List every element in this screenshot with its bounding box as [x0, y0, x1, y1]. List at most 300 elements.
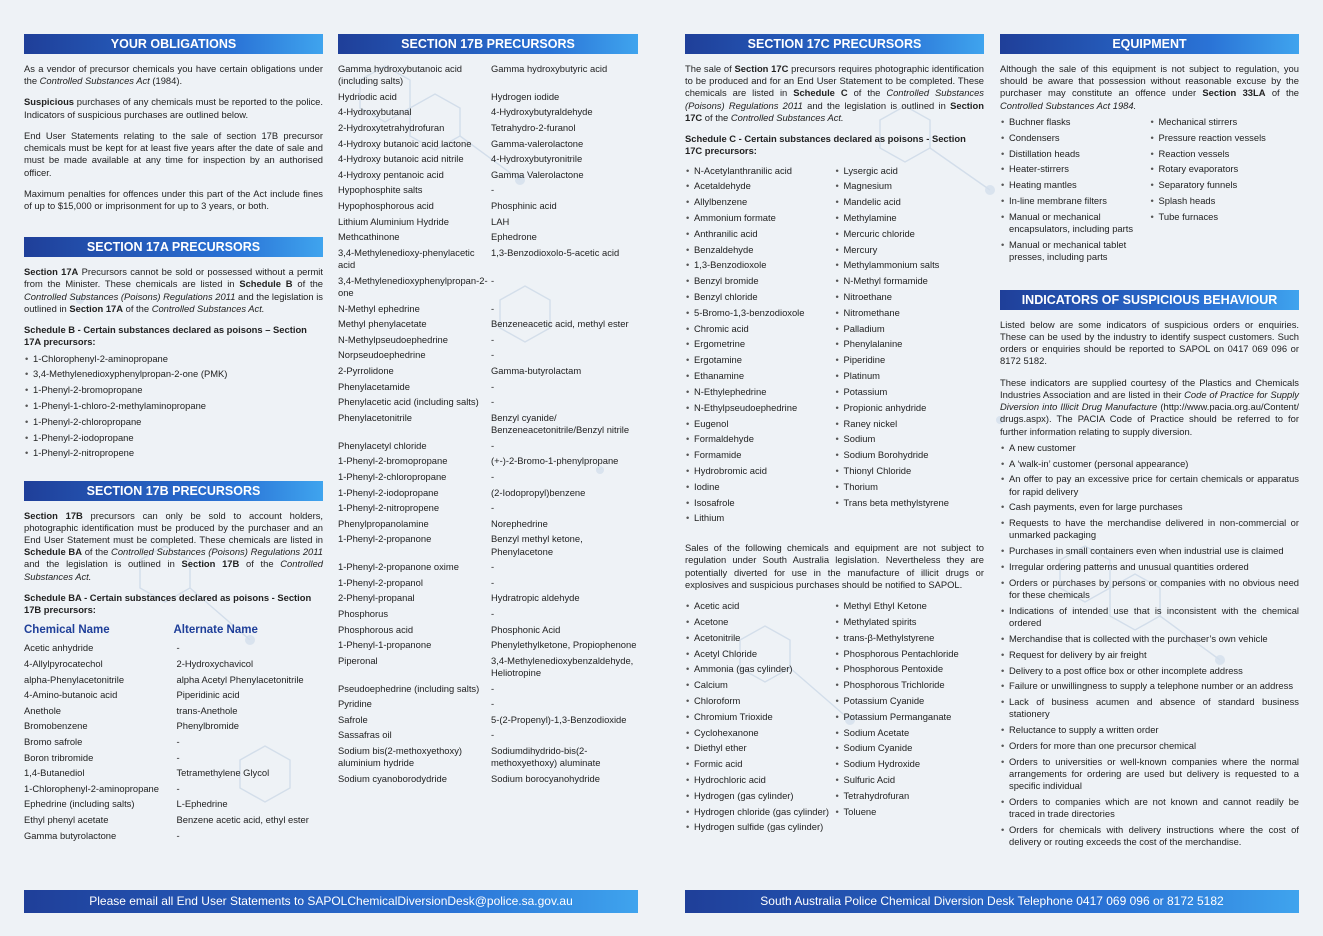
list-item: • 1-Chlorophenyl-2-aminopropane [24, 353, 323, 365]
list-item: • N-Methyl formamide [835, 275, 985, 287]
list-item: • Benzyl bromide [685, 275, 835, 287]
list-item: • Merchandise that is collected with the purchaser’s own vehicle [1000, 633, 1299, 645]
list-item: • Iodine [685, 481, 835, 493]
alternate-name-cell: - [491, 682, 495, 694]
list-item: • Isosafrole [685, 497, 835, 509]
schedule-c-list-a [685, 165, 835, 529]
list-item: • Condensers [1000, 132, 1150, 144]
list-item: • 5-Bromo-1,3-benzodioxole [685, 307, 835, 319]
list-item: • N-Acetylanthranilic acid [685, 165, 835, 177]
table-row [24, 705, 323, 721]
footer-phone-bar: South Australia Police Chemical Diversion Desk Telephone 0417 069 096 or 8172 5182 [685, 890, 1299, 913]
chemical-name-cell: 1-Phenyl-1-propanone [338, 639, 432, 651]
table-row [338, 455, 638, 471]
list-item: • Trans beta methylstyrene [835, 497, 985, 509]
table-row [338, 518, 638, 534]
list-item: • Request for delivery by air freight [1000, 649, 1299, 661]
list-item: • Hydrobromic acid [685, 465, 835, 477]
chemical-name-cell: Methyl phenylacetate [338, 318, 427, 330]
footer-email-bar: Please email all End User Statements to SAPOLChemicalDiversionDesk@police.sa.gov.au [24, 890, 638, 913]
table-row [338, 745, 638, 773]
list-item: • 1-Phenyl-2-iodopropane [24, 432, 323, 444]
chemical-name-cell: Gamma hydroxybutanoic acid (including salts) [338, 63, 463, 87]
list-item: • Formaldehyde [685, 433, 835, 445]
chemical-name-header: Chemical Name [24, 624, 110, 637]
alternate-name-cell: - [491, 502, 495, 514]
alternate-name-cell: Phosphinic acid [491, 200, 557, 212]
list-item: • Hydrogen (gas cylinder) [685, 790, 835, 802]
list-item: • Palladium [835, 323, 985, 335]
chemical-name-cell: Piperonal [338, 654, 378, 666]
list-item: • Platinum [835, 370, 985, 382]
table-row [24, 658, 323, 674]
list-item: • Phosphorous Pentachloride [835, 648, 985, 660]
indicators-paragraph-2: These indicators are supplied courtesy of the Plastics and Chemicals Industries Association and are listed in their Code of Practice for Supply Diversion into Illicit Drug Manufacture (http://www.pacia.org.au/Content/ drugs.aspx). The PACIA Code of Practice should be referred to for further information relating to supply diversion. [1000, 376, 1299, 437]
list-item: • Pressure reaction vessels [1150, 132, 1300, 144]
list-item: • Heating mantles [1000, 179, 1150, 191]
chemical-name-cell: Ethyl phenyl acetate [24, 813, 109, 825]
chemical-name-cell: N-Methylpseudoephedrine [338, 333, 448, 345]
list-item: • 1-Phenyl-2-bromopropane [24, 384, 323, 396]
chemical-name-cell: 4-Hydroxy pentanoic acid [338, 168, 444, 180]
list-item: • Methylammonium salts [835, 259, 985, 271]
list-item: • Rotary evaporators [1150, 163, 1300, 175]
list-item: • Nitroethane [835, 291, 985, 303]
chemical-name-cell: Lithium Aluminium Hydride [338, 215, 449, 227]
table-row [338, 440, 638, 456]
alternate-name-cell: - [491, 349, 495, 361]
list-item: • N-Ethylephedrine [685, 386, 835, 398]
alternate-name-cell: Ephedrone [491, 231, 537, 243]
list-item: • Splash heads [1150, 195, 1300, 207]
chemical-name-cell: Anethole [24, 704, 62, 716]
schedule-ba-table [24, 642, 323, 845]
chemical-name-cell: Phenylacetic acid (including salts) [338, 396, 479, 408]
chemical-name-cell: Sodium bis(2-methoxyethoxy) aluminium hydride [338, 745, 463, 769]
chemical-name-cell: 4-Allylpyrocatechol [24, 657, 103, 669]
table-row [338, 231, 638, 247]
chemical-name-cell: Phosphorus [338, 607, 389, 619]
list-item: • Phosphorous Trichloride [835, 679, 985, 691]
list-item: • Failure or unwillingness to supply a telephone number or an address [1000, 680, 1299, 692]
alternate-name-cell: - [491, 607, 495, 619]
list-item: • Mechanical stirrers [1150, 116, 1300, 128]
alternate-name-cell: 2-Hydroxychavicol [176, 657, 254, 669]
table-row [24, 674, 323, 690]
table-row [338, 577, 638, 593]
table-row [338, 487, 638, 503]
obligations-paragraph-2: Suspicious purchases of any chemicals must be reported to the police. Indicators of suspicious purchases are outlined below. [24, 96, 323, 120]
alternate-name-cell: - [491, 333, 495, 345]
table-row [338, 639, 638, 655]
chemical-name-cell: Sodium cyanoborodydride [338, 772, 447, 784]
chemical-name-cell: Pseudoephedrine (including salts) [338, 682, 480, 694]
alternate-name-cell: Benzyl methyl ketone, Phenylacetone [491, 533, 583, 557]
alternate-name-cell: Hydratropic aldehyde [491, 592, 580, 604]
table-row [338, 714, 638, 730]
list-item: • Formamide [685, 449, 835, 461]
obligations-heading: YOUR OBLIGATIONS [24, 34, 323, 54]
list-item: • Lithium [685, 512, 835, 524]
list-item: • Acetonitrile [685, 632, 835, 644]
table-row [338, 138, 638, 154]
section-17b-intro: Section 17B precursors can only be sold to account holders, photographic identification must be produced by the purchaser and an End User Statement must be completed. These chemicals are listed in Schedule BA of the Controlled Substances (Poisons) Regulations 2011 and the legislation is outlined in Section 17B of the Controlled Substances Act. [24, 509, 323, 582]
chemical-name-cell: 1-Phenyl-2-propanone [338, 533, 432, 545]
chemical-name-cell: Bromo safrole [24, 735, 83, 747]
alternate-name-cell: (+-)-2-Bromo-1-phenylpropane [491, 455, 619, 467]
alternate-name-cell: Gamma Valerolactone [491, 168, 584, 180]
indicators-heading: INDICATORS OF SUSPICIOUS BEHAVIOUR [1000, 290, 1299, 310]
list-item: • Methyl Ethyl Ketone [835, 600, 985, 612]
list-item: • Ergotamine [685, 354, 835, 366]
schedule-b-list [24, 353, 323, 460]
list-item: • trans-β-Methylstyrene [835, 632, 985, 644]
alternate-name-cell: - [491, 380, 495, 392]
alternate-name-cell: 5-(2-Propenyl)-1,3-Benzodioxide [491, 713, 627, 725]
list-item: • Phosphorous Pentoxide [835, 663, 985, 675]
table-row [338, 63, 638, 91]
list-item: • Acetic acid [685, 600, 835, 612]
alternate-name-cell: L-Ephedrine [176, 798, 228, 810]
list-item: • Hydrochloric acid [685, 774, 835, 786]
list-item: • Acetone [685, 616, 835, 628]
table-row [24, 736, 323, 752]
chemical-name-cell: 1-Phenyl-2-nitropropene [338, 502, 440, 514]
list-item: • Sodium [835, 433, 985, 445]
table-row [338, 396, 638, 412]
alternate-name-cell: - [491, 698, 495, 710]
table-row [338, 318, 638, 334]
alternate-name-cell: Gamma-butyrolactam [491, 365, 582, 377]
table-row [24, 830, 323, 846]
chemical-name-cell: Boron tribromide [24, 751, 94, 763]
alternate-name-cell: Sodium borocyanohydride [491, 772, 600, 784]
list-item: • Indications of intended use that is inconsistent with the chemical ordered [1000, 605, 1299, 629]
equipment-section [1000, 34, 1299, 267]
list-item: • Benzyl chloride [685, 291, 835, 303]
alternate-name-cell: Tetrahydro-2-furanol [491, 122, 576, 134]
chemical-name-cell: Phenylacetonitrile [338, 411, 413, 423]
table-row [338, 216, 638, 232]
alternate-name-cell: 4-Hydroxybutyraldehyde [491, 106, 593, 118]
alternate-name-cell: Benzene acetic acid, ethyl ester [176, 813, 309, 825]
chemical-name-cell: Acetic anhydride [24, 642, 94, 654]
table-row [338, 365, 638, 381]
list-item: • Cash payments, even for large purchases [1000, 501, 1299, 513]
chemical-name-cell: Phosphorous acid [338, 623, 414, 635]
schedule-c-list-b [835, 165, 985, 529]
list-item: • Irregular ordering patterns and unusual quantities ordered [1000, 561, 1299, 573]
list-item: • 1-Phenyl-2-chloropropane [24, 416, 323, 428]
unregulated-lists [685, 600, 984, 837]
chemical-name-cell: 2-Pyrrolidone [338, 365, 394, 377]
chemical-name-cell: 1-Phenyl-2-propanol [338, 576, 423, 588]
chemical-name-cell: Hypophosphite salts [338, 184, 423, 196]
list-item: • Phenylalanine [835, 338, 985, 350]
list-item: • Sodium Borohydride [835, 449, 985, 461]
section-17b-continued-heading: SECTION 17B PRECURSORS [338, 34, 638, 54]
schedule-b-heading: Schedule B - Certain substances declared as poisons – Section 17A precursors: [24, 324, 307, 348]
list-item: • Formic acid [685, 758, 835, 770]
alternate-name-cell: - [176, 782, 180, 794]
section-17a [24, 237, 323, 459]
alternate-name-cell: 4-Hydroxybutyronitrile [491, 153, 583, 165]
indicators-section [1000, 290, 1299, 849]
alternate-name-cell: Sodiumdihydrido-bis(2-methoxyethoxy) aluminate [491, 745, 601, 769]
obligations-paragraph-4: Maximum penalties for offences under this part of the Act include fines of up to $15,000 or imprisonment for up to 3 years, or both. [24, 187, 323, 211]
table-row [338, 561, 638, 577]
alternate-name-cell: Piperidinic acid [176, 689, 240, 701]
equipment-list-b [1150, 116, 1300, 267]
table-row [24, 814, 323, 830]
alternate-name-cell: Tetramethylene Glycol [176, 767, 270, 779]
chemical-name-cell: 4-Hydroxy butanoic acid nitrile [338, 153, 464, 165]
chemical-name-cell: 1-Phenyl-2-iodopropane [338, 486, 439, 498]
chemical-name-cell: Hydriodic acid [338, 90, 397, 102]
chemical-name-cell: 3,4-Methylenedioxy-phenylacetic acid [338, 246, 475, 271]
table-row [338, 773, 638, 789]
indicators-list [1000, 442, 1299, 849]
table-row [338, 349, 638, 365]
schedule-ba-table-continued [338, 63, 638, 789]
list-item: • Ammonia (gas cylinder) [685, 663, 835, 675]
chemical-name-cell: 1-Phenyl-2-chloropropane [338, 470, 447, 482]
table-row [338, 381, 638, 397]
list-item: • Chromium Trioxide [685, 711, 835, 723]
obligations-paragraph-1: As a vendor of precursor chemicals you have certain obligations under the Controlled Substances Act (1984). [24, 63, 323, 87]
table-row [338, 275, 638, 303]
list-item: • Mercury [835, 244, 985, 256]
alternate-name-cell: - [491, 576, 495, 588]
list-item: • Buchner flasks [1000, 116, 1150, 128]
table-row [338, 471, 638, 487]
section-17a-intro: Section 17A Precursors cannot be sold or possessed without a permit from the Minister. These chemicals are listed in Schedule B of the Controlled Substances (Poisons) Regulations 2011 and the legislation is outlined in Section 17A of the Controlled Substances Act. [24, 266, 323, 314]
column-3 [685, 34, 984, 837]
alternate-name-cell: - [491, 274, 495, 286]
list-item: • Mercuric chloride [835, 228, 985, 240]
list-item: • Orders for chemicals with delivery instructions where the cost of delivery or routing exceeds the cost of the merchandise. [1000, 824, 1299, 848]
list-item: • Manual or mechanical tablet presses, including parts [1000, 239, 1150, 263]
list-item: • Cyclohexanone [685, 727, 835, 739]
indicators-paragraph-1: Listed below are some indicators of suspicious orders or enquiries. These can be used by the industry to identify suspect customers. Such orders or enquiries should be reported to SAPOL on 0417 069 096 or 8172 5182. [1000, 318, 1299, 367]
alternate-name-cell: 1,3-Benzodioxolo-5-acetic acid [491, 246, 620, 258]
chemical-name-cell: 4-Amino-butanoic acid [24, 689, 118, 701]
column-2 [338, 34, 638, 789]
list-item: • Distillation heads [1000, 148, 1150, 160]
alternate-name-cell: - [491, 470, 495, 482]
list-item: • Potassium Cyanide [835, 695, 985, 707]
list-item: • Orders for more than one precursor chemical [1000, 740, 1299, 752]
list-item: • Ethanamine [685, 370, 835, 382]
chemical-name-cell: Phenylacetamide [338, 380, 410, 392]
list-item: • Ergometrine [685, 338, 835, 350]
table-row [24, 752, 323, 768]
section-17b-heading: SECTION 17B PRECURSORS [24, 481, 323, 501]
section-17c-heading: SECTION 17C PRECURSORS [685, 34, 984, 54]
list-item: • Diethyl ether [685, 742, 835, 754]
unregulated-list-b [835, 600, 985, 837]
chemical-name-cell: 4-Hydroxybutanal [338, 106, 412, 118]
list-item: • Potassium [835, 386, 985, 398]
alternate-name-cell: alpha Acetyl Phenylacetonitrile [176, 673, 304, 685]
list-item: • Sodium Hydroxide [835, 758, 985, 770]
list-item: • In-line membrane filters [1000, 195, 1150, 207]
table-row [24, 689, 323, 705]
alternate-name-cell: Benzyl cyanide/ Benzeneacetonitrile/Benzyl nitrile [491, 411, 630, 436]
list-item: • Chloroform [685, 695, 835, 707]
alternate-name-cell: - [491, 729, 495, 741]
equipment-heading: EQUIPMENT [1000, 34, 1299, 54]
alternate-name-cell: - [491, 439, 495, 451]
list-item: • Thorium [835, 481, 985, 493]
chemical-name-cell: 2-Hydroxytetrahydrofuran [338, 122, 445, 134]
alternate-name-header: Alternate Name [173, 624, 258, 637]
table-row [338, 729, 638, 745]
chemical-name-cell: 1,4-Butanediol [24, 767, 85, 779]
column-4 [1000, 34, 1299, 852]
equipment-intro: Although the sale of this equipment is not subject to regulation, you should be aware that possession without reasonable excuse by the purchaser may constitute an offence under Section 33LA of the Controlled Substances Act 1984. [1000, 63, 1299, 111]
chemical-name-cell: Hypophosphorous acid [338, 200, 434, 212]
alternate-name-cell: - [176, 829, 180, 841]
table-row [24, 642, 323, 658]
alternate-name-cell: Hydrogen iodide [491, 90, 560, 102]
list-item: • Methylated spirits [835, 616, 985, 628]
equipment-lists [1000, 116, 1299, 267]
obligations-section [24, 34, 323, 212]
chemical-name-cell: Gamma butyrolactone [24, 829, 117, 841]
list-item: • Toluene [835, 806, 985, 818]
schedule-c-heading: Schedule C - Certain substances declared as poisons - Section 17C precursors: [685, 133, 966, 157]
list-item: • Manual or mechanical encapsulators, including parts [1000, 211, 1150, 235]
chemical-name-cell: Methcathinone [338, 231, 400, 243]
list-item: • 1-Phenyl-2-nitropropene [24, 447, 323, 459]
list-item: • Calcium [685, 679, 835, 691]
list-item: • Anthranilic acid [685, 228, 835, 240]
list-item: • Potassium Permanganate [835, 711, 985, 723]
list-item: • Mandelic acid [835, 196, 985, 208]
list-item: • Reaction vessels [1150, 148, 1300, 160]
chemical-name-cell: Ephedrine (including salts) [24, 798, 135, 810]
chemical-name-cell: N-Methyl ephedrine [338, 302, 420, 314]
list-item: • Reluctance to supply a written order [1000, 724, 1299, 736]
chemical-name-cell: Pyridine [338, 698, 372, 710]
list-item: • Purchases in small containers even when industrial use is claimed [1000, 545, 1299, 557]
unregulated-list-a [685, 600, 835, 837]
table-row [24, 767, 323, 783]
alternate-name-cell: - [176, 642, 180, 654]
table-row [338, 334, 638, 350]
table-row [24, 783, 323, 799]
alternate-name-cell: Gamma-valerolactone [491, 137, 584, 149]
alternate-name-cell: Gamma hydroxybutyric acid [491, 63, 608, 74]
list-item: • Benzaldehyde [685, 244, 835, 256]
list-item: • Separatory funnels [1150, 179, 1300, 191]
list-item: • Eugenol [685, 418, 835, 430]
equipment-list-a [1000, 116, 1150, 267]
list-item: • Orders to companies which are not known and cannot readily be traced in trade directories [1000, 796, 1299, 820]
section-17a-heading: SECTION 17A PRECURSORS [24, 237, 323, 257]
alternate-name-cell: trans-Anethole [176, 704, 238, 716]
alternate-name-cell: Benzeneacetic acid, methyl ester [491, 318, 629, 330]
list-item: • Hydrogen chloride (gas cylinder) [685, 806, 835, 818]
list-item: • Acetaldehyde [685, 180, 835, 192]
alternate-name-cell: Phenylethylketone, Propiophenone [491, 639, 637, 651]
alternate-name-cell: - [176, 751, 180, 763]
table-row [338, 655, 638, 683]
schedule-ba-heading: Schedule BA - Certain substances declared as poisons - Section 17B precursors: [24, 591, 312, 616]
table-row [338, 592, 638, 608]
unregulated-intro: Sales of the following chemicals and equipment are not subject to regulation under South Australia legislation. Nevertheless they are potentially diverted for use in the manufacture of illicit drugs or explosives and suspicious purchases should be notified to SAPOL. [685, 542, 984, 590]
table-row [338, 247, 638, 275]
table-row [338, 698, 638, 714]
list-item: • N-Ethylpseudoephedrine [685, 402, 835, 414]
table-row [24, 720, 323, 736]
section-17c-intro: The sale of Section 17C precursors requires photographic identification to be produced and for an End User Statement to be completed. These chemicals are listed in Schedule C of the Controlled Substances (Poisons) Regulations 2011 and the legislation is outlined in Section 17C of the Controlled Substances Act. [685, 63, 984, 123]
table-row [338, 153, 638, 169]
chemical-name-cell: 2-Phenyl-propanal [338, 592, 415, 604]
chemical-table-header [24, 623, 323, 638]
list-item: • Requests to have the merchandise delivered in non-commercial or unmarked packaging [1000, 517, 1299, 541]
table-row [338, 412, 638, 440]
list-item: • 3,4-Methylenedioxyphenylpropan-2-one (PMK) [24, 368, 323, 380]
alternate-name-cell: - [491, 302, 495, 314]
list-item: • Raney nickel [835, 418, 985, 430]
alternate-name-cell: 3,4-Methylenedioxybenzaldehyde, Heliotropine [491, 654, 634, 679]
chemical-name-cell: Norpseudoephedrine [338, 349, 426, 361]
list-item: • Chromic acid [685, 323, 835, 335]
alternate-name-cell: - [176, 735, 180, 747]
list-item: • A new customer [1000, 442, 1299, 454]
chemical-name-cell: alpha-Phenylacetonitrile [24, 673, 125, 685]
chemical-name-cell: Phenylpropanolamine [338, 517, 429, 529]
list-item: • Heater-stirrers [1000, 163, 1150, 175]
list-item: • Ammonium formate [685, 212, 835, 224]
obligations-paragraph-3: End User Statements relating to the sale of section 17B precursor chemicals must be kept for at least five years after the date of sale and must be made available at any time for inspection by an authorised officer. [24, 129, 323, 178]
chemical-name-cell: 3,4-Methylenedioxyphenylpropan-2-one [338, 274, 488, 298]
table-row [338, 502, 638, 518]
table-row [338, 106, 638, 122]
chemical-name-cell: Bromobenzene [24, 720, 88, 732]
list-item: • A ‘walk-in’ customer (personal appearance) [1000, 458, 1299, 470]
list-item: • Thionyl Chloride [835, 465, 985, 477]
list-item: • Tube furnaces [1150, 211, 1300, 223]
list-item: • 1-Phenyl-1-chloro-2-methylaminopropane [24, 400, 323, 412]
list-item: • Sulfuric Acid [835, 774, 985, 786]
alternate-name-cell: - [491, 184, 495, 196]
table-row [338, 122, 638, 138]
table-row [24, 798, 323, 814]
alternate-name-cell: Phenylbromide [176, 720, 240, 732]
alternate-name-cell: (2-Iodopropyl)benzene [491, 486, 586, 498]
chemical-name-cell: 4-Hydroxy butanoic acid lactone [338, 137, 472, 149]
list-item: • Tetrahydrofuran [835, 790, 985, 802]
list-item: • Lysergic acid [835, 165, 985, 177]
table-row [338, 200, 638, 216]
alternate-name-cell: - [491, 396, 495, 408]
table-row [338, 169, 638, 185]
list-item: • Lack of business acumen and absence of standard business stationery [1000, 696, 1299, 720]
list-item: • Nitromethane [835, 307, 985, 319]
table-row [338, 608, 638, 624]
list-item: • Sodium Acetate [835, 727, 985, 739]
column-1 [24, 34, 323, 845]
chemical-name-cell: Phenylacetyl chloride [338, 439, 427, 451]
list-item: • Magnesium [835, 180, 985, 192]
alternate-name-cell: - [491, 561, 495, 573]
list-item: • Orders or purchases by persons or companies with no obvious need for these chemicals [1000, 577, 1299, 601]
list-item: • Delivery to a post office box or other incomplete address [1000, 665, 1299, 677]
list-item: • Methylamine [835, 212, 985, 224]
